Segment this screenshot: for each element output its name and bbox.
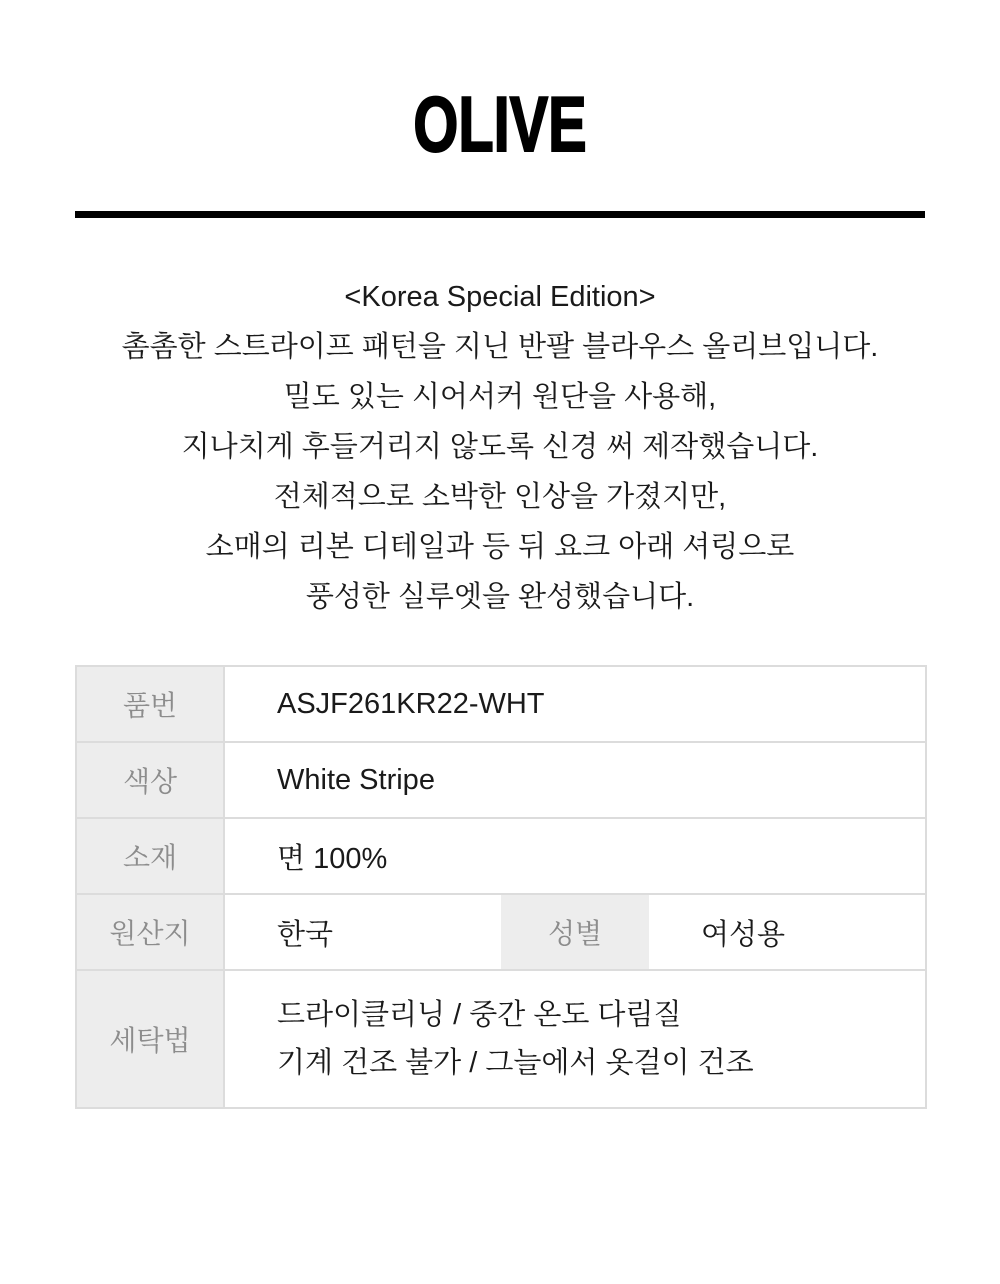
- spec-value-origin: 한국: [224, 894, 501, 970]
- spec-value-color: White Stripe: [224, 742, 926, 818]
- spec-value-care: [224, 970, 926, 1108]
- description-line: 밀도 있는 시어서커 원단을 사용해,: [283, 381, 717, 413]
- description-line: 전체적으로 소박한 인상을 가졌지만,: [273, 481, 727, 513]
- description-line: 촘촘한 스트라이프 패턴을 지닌 반팔 블라우스 올리브입니다.: [121, 331, 879, 363]
- spec-label-gender: 성별: [501, 894, 649, 970]
- spec-row-color: [76, 742, 926, 818]
- spec-row-origin-gender: [76, 894, 926, 970]
- brand-title-text: OLIVE: [413, 80, 587, 168]
- spec-label-care: 세탁법: [76, 970, 224, 1108]
- spec-label-item-number: 품번: [76, 666, 224, 742]
- spec-row-care: [76, 970, 926, 1108]
- product-info-page: [75, 80, 925, 1109]
- spec-row-item-number: [76, 666, 926, 742]
- spec-row-material: [76, 818, 926, 894]
- description-line: 지나치게 후들거리지 않도록 신경 써 제작했습니다.: [181, 431, 819, 463]
- description-line: 풍성한 실루엣을 완성했습니다.: [305, 581, 695, 613]
- care-instruction-line: 드라이클리닝 / 중간 온도 다림질: [277, 999, 682, 1031]
- title-divider: [75, 211, 925, 218]
- care-instruction-line: 기계 건조 불가 / 그늘에서 옷걸이 건조: [277, 1047, 754, 1079]
- spec-label-origin: 원산지: [76, 894, 224, 970]
- spec-label-color: 색상: [76, 742, 224, 818]
- spec-value-material: 면 100%: [224, 818, 926, 894]
- spec-value-item-number: ASJF261KR22-WHT: [224, 666, 926, 742]
- product-description: [75, 272, 925, 622]
- description-line: 소매의 리본 디테일과 등 뒤 요크 아래 셔링으로: [205, 531, 795, 563]
- spec-label-material: 소재: [76, 818, 224, 894]
- spec-value-gender: 여성용: [649, 894, 926, 970]
- spec-table: [75, 665, 927, 1109]
- brand-title: [75, 80, 925, 168]
- description-line-edition: <Korea Special Edition>: [344, 281, 656, 313]
